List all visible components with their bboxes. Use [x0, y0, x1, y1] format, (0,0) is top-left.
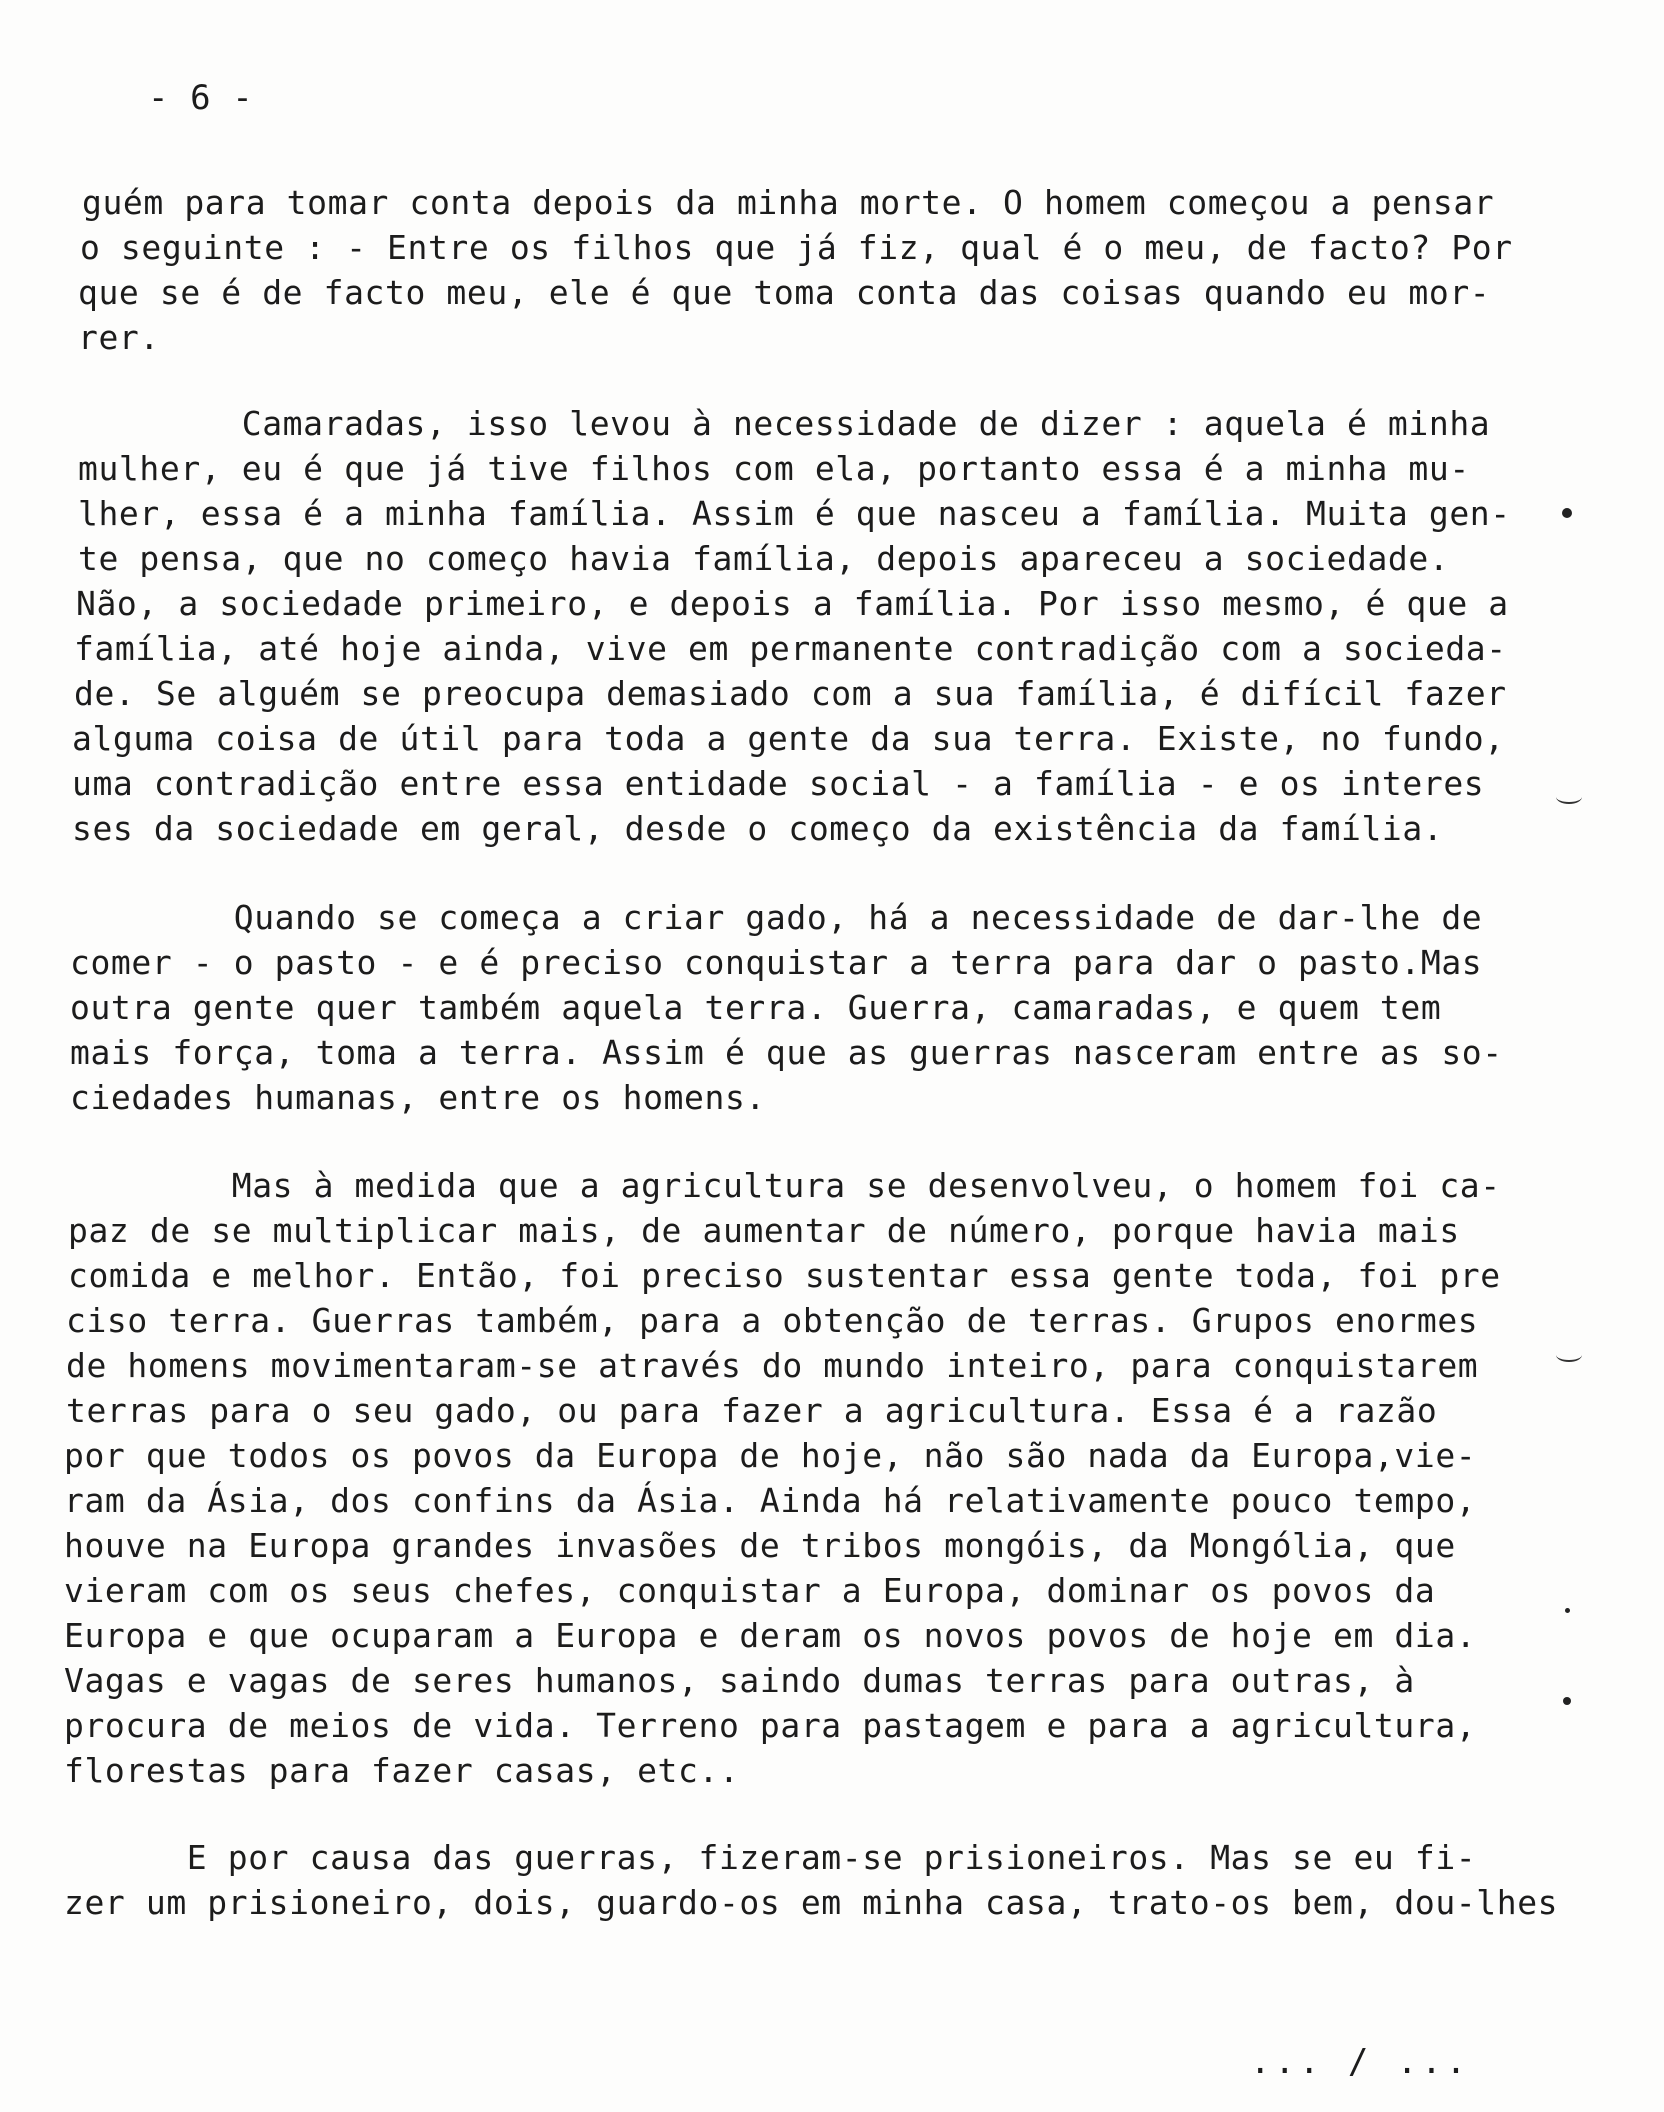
text-line: outra gente quer também aquela terra. Guerra, camaradas, e quem tem: [70, 988, 1442, 1027]
text-line: mulher, eu é que já tive filhos com ela, portanto essa é a minha mu-: [78, 449, 1470, 488]
text-line: procura de meios de vida. Terreno para pastagem e para a agricultura,: [64, 1706, 1477, 1745]
text-line: florestas para fazer casas, etc..: [64, 1751, 740, 1790]
text-line: te pensa, que no começo havia família, depois apareceu a sociedade.: [78, 539, 1450, 578]
text-line: paz de se multiplicar mais, de aumentar de número, porque havia mais: [68, 1211, 1460, 1250]
continuation-marker: ... / ...: [1250, 2042, 1471, 2082]
text-line: ciso terra. Guerras também, para a obtenção de terras. Grupos enormes: [66, 1301, 1479, 1340]
text-line: comida e melhor. Então, foi preciso sustentar essa gente toda, foi pre: [68, 1256, 1501, 1295]
text-line: Quando se começa a criar gado, há a necessidade de dar-lhe de: [70, 898, 1483, 937]
text-line: de. Se alguém se preocupa demasiado com a sua família, é difícil fazer: [74, 674, 1507, 713]
text-line: houve na Europa grandes invasões de tribos mongóis, da Mongólia, que: [64, 1526, 1456, 1565]
text-line: rer.: [78, 318, 160, 357]
margin-dot: [1563, 1697, 1571, 1705]
text-line: por que todos os povos da Europa de hoje, não são nada da Europa,vie-: [64, 1436, 1477, 1475]
text-line: terras para o seu gado, ou para fazer a agricultura. Essa é a razão: [66, 1391, 1438, 1430]
text-line: zer um prisioneiro, dois, guardo-os em minha casa, trato-os bem, dou-lhes: [64, 1883, 1559, 1922]
text-line: uma contradição entre essa entidade social - a família - e os interes: [72, 764, 1485, 803]
margin-mark: [1556, 790, 1582, 804]
text-line: que se é de facto meu, ele é que toma conta das coisas quando eu mor-: [78, 273, 1491, 312]
text-line: mais força, toma a terra. Assim é que as guerras nasceram entre as so-: [70, 1033, 1503, 1072]
text-line: vieram com os seus chefes, conquistar a Europa, dominar os povos da: [64, 1571, 1436, 1610]
text-line: ciedades humanas, entre os homens.: [70, 1078, 766, 1117]
text-line: Europa e que ocuparam a Europa e deram os novos povos de hoje em dia.: [64, 1616, 1477, 1655]
text-line: Não, a sociedade primeiro, e depois a família. Por isso mesmo, é que a: [76, 584, 1509, 623]
margin-dot: [1562, 508, 1572, 518]
text-line: E por causa das guerras, fizeram-se prisioneiros. Mas se eu fi-: [64, 1838, 1477, 1877]
page-number: - 6 -: [148, 78, 254, 118]
text-line: Vagas e vagas de seres humanos, saindo dumas terras para outras, à: [64, 1661, 1415, 1700]
text-line: comer - o pasto - e é preciso conquistar a terra para dar o pasto.Mas: [70, 943, 1483, 982]
text-line: ram da Ásia, dos confins da Ásia. Ainda há relativamente pouco tempo,: [64, 1481, 1477, 1520]
text-line: de homens movimentaram-se através do mundo inteiro, para conquistarem: [66, 1346, 1479, 1385]
margin-dot: [1565, 1608, 1570, 1613]
text-line: Mas à medida que a agricultura se desenvolveu, o homem foi ca-: [68, 1166, 1501, 1205]
text-line: lher, essa é a minha família. Assim é que nasceu a família. Muita gen-: [78, 494, 1511, 533]
margin-mark: [1556, 1348, 1582, 1362]
text-line: o seguinte : - Entre os filhos que já fiz, qual é o meu, de facto? Por: [80, 228, 1513, 267]
text-line: Camaradas, isso levou à necessidade de dizer : aquela é minha: [78, 404, 1491, 443]
text-line: alguma coisa de útil para toda a gente da sua terra. Existe, no fundo,: [72, 719, 1505, 758]
text-line: família, até hoje ainda, vive em permanente contradição com a socieda-: [74, 629, 1507, 668]
text-line: ses da sociedade em geral, desde o começo da existência da família.: [72, 809, 1444, 848]
text-line: guém para tomar conta depois da minha morte. O homem começou a pensar: [82, 183, 1495, 222]
